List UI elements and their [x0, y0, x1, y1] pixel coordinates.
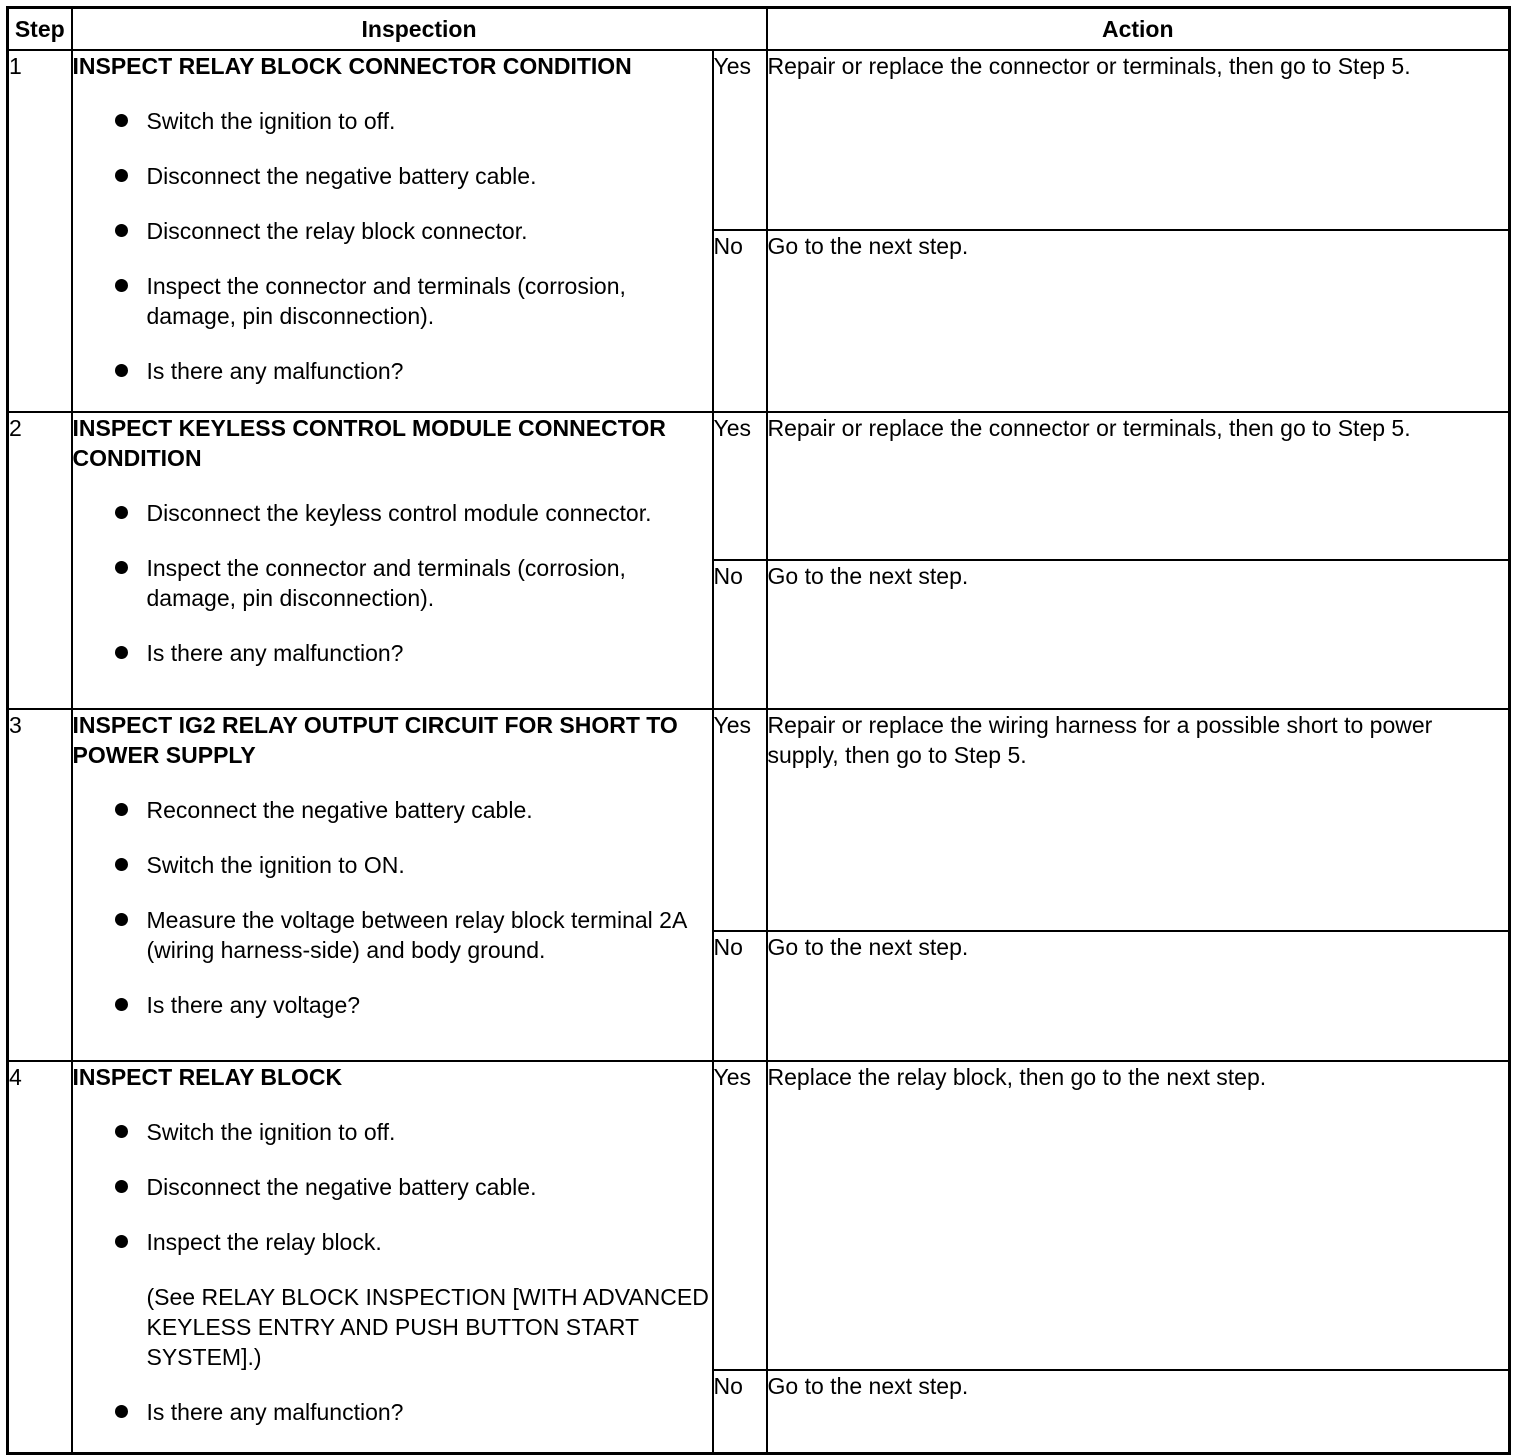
yes-label: Yes — [713, 1061, 767, 1370]
inspection-list — [73, 1117, 712, 1427]
inspection-title: INSPECT KEYLESS CONTROL MODULE CONNECTOR CONDITION — [72, 415, 666, 471]
list-item-note: (See RELAY BLOCK INSPECTION [WITH ADVANCED KEYLESS ENTRY AND PUSH BUTTON START SYSTEM].) — [146, 1284, 709, 1370]
table-row — [8, 709, 1510, 931]
list-item: Inspect the connector and terminals (corrosion, damage, pin disconnection). — [73, 271, 712, 331]
yes-label: Yes — [713, 709, 767, 931]
list-item: Inspect the connector and terminals (corrosion, damage, pin disconnection). — [73, 553, 712, 613]
step-number: 1 — [8, 50, 72, 412]
no-label: No — [713, 230, 767, 412]
diagnostic-table — [6, 6, 1511, 1455]
header-step: Step — [8, 8, 72, 51]
list-item: Disconnect the relay block connector. — [73, 216, 712, 246]
inspection-cell — [72, 50, 713, 412]
inspection-list — [73, 795, 712, 1020]
list-item: Switch the ignition to off. — [73, 1117, 712, 1147]
yes-action: Repair or replace the connector or terminals, then go to Step 5. — [767, 412, 1510, 560]
list-item: Disconnect the negative battery cable. — [73, 1172, 712, 1202]
list-item: Reconnect the negative battery cable. — [73, 795, 712, 825]
header-row — [8, 8, 1510, 51]
inspection-list — [73, 498, 712, 668]
step-number: 4 — [8, 1061, 72, 1454]
list-item: Is there any malfunction? — [73, 1397, 712, 1427]
step-number: 3 — [8, 709, 72, 1061]
no-label: No — [713, 560, 767, 709]
table-row — [8, 50, 1510, 230]
table-row — [8, 412, 1510, 560]
table-row — [8, 1061, 1510, 1370]
inspection-title: INSPECT RELAY BLOCK CONNECTOR CONDITION — [72, 53, 632, 79]
no-action: Go to the next step. — [767, 1370, 1510, 1453]
yes-action: Repair or replace the connector or terminals, then go to Step 5. — [767, 50, 1510, 230]
header-action: Action — [767, 8, 1510, 51]
list-item: Disconnect the negative battery cable. — [73, 161, 712, 191]
list-item: Measure the voltage between relay block terminal 2A (wiring harness-side) and body ground. — [73, 905, 712, 965]
list-item: Inspect the relay block. — [73, 1227, 712, 1257]
inspection-cell — [72, 1061, 713, 1454]
inspection-cell — [72, 412, 713, 709]
yes-label: Yes — [713, 412, 767, 560]
no-label: No — [713, 1370, 767, 1453]
header-inspection: Inspection — [72, 8, 767, 51]
inspection-cell — [72, 709, 713, 1061]
list-item: Is there any malfunction? — [73, 638, 712, 668]
step-number: 2 — [8, 412, 72, 709]
list-item: Is there any malfunction? — [73, 356, 712, 386]
no-action: Go to the next step. — [767, 560, 1510, 709]
list-item: Switch the ignition to ON. — [73, 850, 712, 880]
no-label: No — [713, 931, 767, 1061]
yes-action: Repair or replace the wiring harness for a possible short to power supply, then go to Step 5. — [767, 709, 1510, 931]
list-item: Is there any voltage? — [73, 990, 712, 1020]
inspection-title: INSPECT IG2 RELAY OUTPUT CIRCUIT FOR SHORT TO POWER SUPPLY — [72, 712, 678, 768]
inspection-list — [73, 106, 712, 386]
list-item: Disconnect the keyless control module connector. — [73, 498, 712, 528]
yes-action: Replace the relay block, then go to the next step. — [767, 1061, 1510, 1370]
list-item: Switch the ignition to off. — [73, 106, 712, 136]
inspection-title: INSPECT RELAY BLOCK — [72, 1064, 343, 1090]
no-action: Go to the next step. — [767, 230, 1510, 412]
no-action: Go to the next step. — [767, 931, 1510, 1061]
yes-label: Yes — [713, 50, 767, 230]
